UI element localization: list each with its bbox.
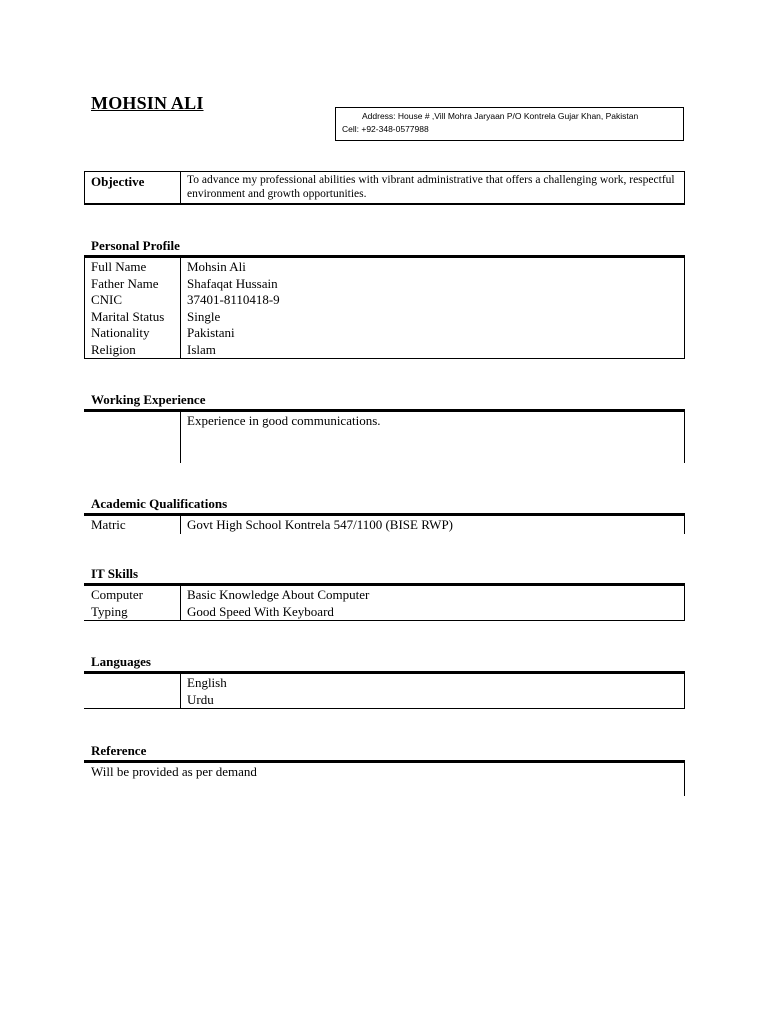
profile-label-nationality: Nationality [91, 325, 150, 341]
candidate-name: MOHSIN ALI [91, 93, 204, 113]
it-skills-title: IT Skills [91, 566, 139, 581]
academic-value-matric: Govt High School Kontrela 547/1100 (BISE RWP) [187, 517, 454, 532]
languages-title: Languages [91, 654, 151, 669]
it-skill-value-typing: Good Speed With Keyboard [187, 603, 334, 619]
profile-left-border [84, 257, 85, 359]
language-urdu: Urdu [187, 691, 214, 707]
languages-divider [180, 673, 181, 709]
it-skills-divider [180, 585, 181, 621]
objective-label: Objective [91, 174, 145, 189]
experience-divider [180, 411, 181, 463]
profile-divider [180, 257, 181, 359]
profile-label-marital-status: Marital Status [91, 308, 165, 324]
objective-text: To advance my professional abilities with vibrant administrative that offers a challenging work, respectful environment and growth opportunities. [187, 174, 675, 200]
it-skills-rule [84, 583, 685, 586]
it-skill-label-computer: Computer [91, 587, 143, 602]
academic-label-matric: Matric [91, 517, 126, 532]
academic-title: Academic Qualifications [91, 496, 228, 511]
reference-title: Reference [91, 743, 147, 758]
it-skill-label-typing: Typing [91, 603, 128, 619]
profile-value-father-name: Shafaqat Hussain [187, 275, 278, 291]
it-skills-right-border [684, 585, 685, 621]
academic-rule [84, 513, 685, 516]
reference-rule [84, 760, 685, 763]
experience-right-border [684, 411, 685, 463]
profile-label-religion: Religion [91, 342, 136, 357]
experience-text: Experience in good communications. [187, 413, 381, 428]
profile-value-religion: Islam [187, 342, 216, 357]
working-experience-title: Working Experience [91, 392, 206, 407]
profile-value-nationality: Pakistani [187, 325, 235, 341]
personal-profile-title: Personal Profile [91, 238, 180, 253]
it-skill-value-computer: Basic Knowledge About Computer [187, 587, 370, 602]
objective-divider [180, 172, 181, 203]
profile-value-marital-status: Single [187, 308, 221, 324]
address-text: Address: House # ,Vill Mohra Jaryaan P/O Kontrela Gujar Khan, Pakistan [362, 111, 639, 121]
languages-right-border [684, 673, 685, 709]
cell-phone-text: Cell: +92-348-0577988 [342, 124, 429, 134]
academic-divider [180, 515, 181, 534]
objective-box [84, 171, 685, 205]
contact-box [335, 107, 684, 141]
profile-label-cnic: CNIC [91, 292, 123, 308]
profile-label-full-name: Full Name [91, 259, 147, 274]
profile-value-cnic: 37401-8110418-9 [187, 292, 280, 308]
profile-label-father-name: Father Name [91, 275, 159, 291]
languages-rule [84, 671, 685, 674]
language-english: English [187, 675, 227, 690]
academic-right-border [684, 515, 685, 534]
profile-value-full-name: Mohsin Ali [187, 259, 246, 274]
personal-profile-rule [84, 255, 685, 258]
languages-bottom-border [84, 708, 685, 709]
profile-right-border [684, 257, 685, 359]
profile-bottom-border [84, 358, 685, 359]
reference-right-border [684, 762, 685, 796]
working-experience-rule [84, 409, 685, 412]
it-skills-bottom-border [84, 620, 685, 621]
reference-text: Will be provided as per demand [91, 764, 257, 779]
